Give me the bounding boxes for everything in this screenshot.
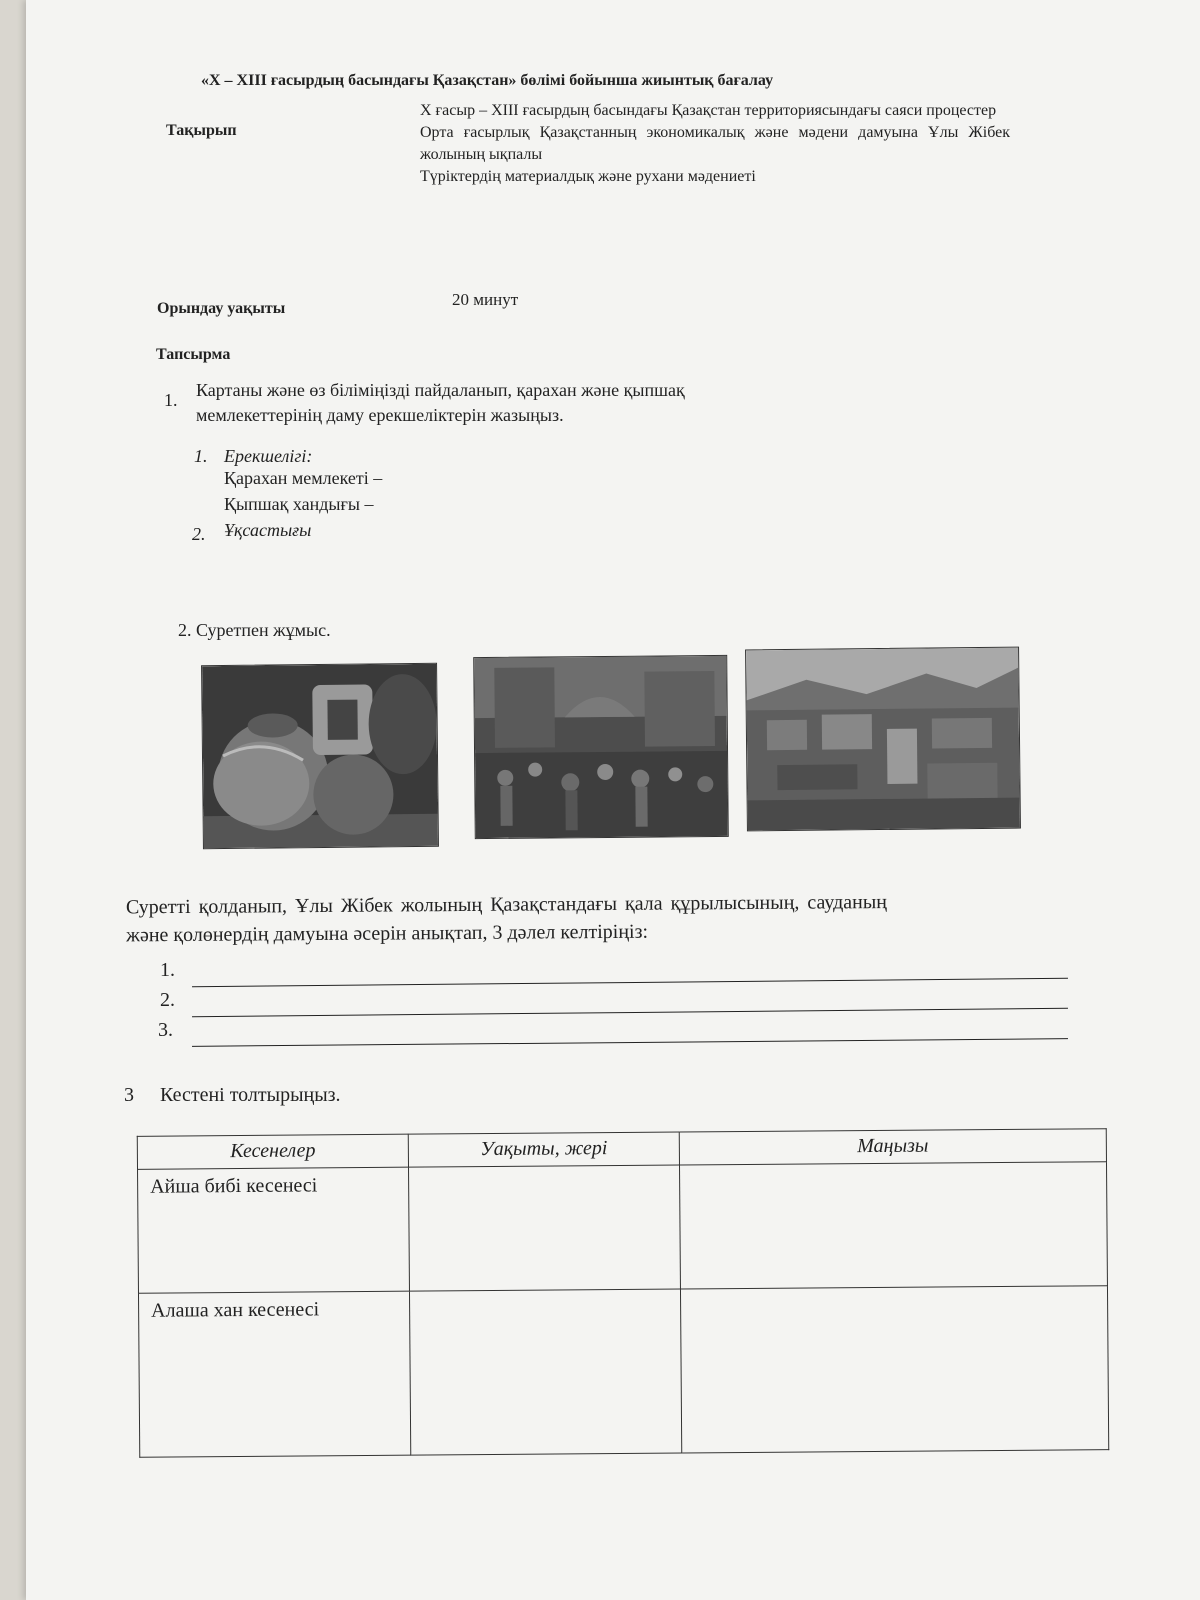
answer-line-2[interactable] (192, 1008, 1068, 1017)
worksheet-title: «X – XIII ғасырдың басындағы Қазақстан» бөлімі бойынша жиынтық бағалау (201, 72, 774, 89)
task1-sub1-label: Ерекшелігі: (224, 446, 313, 466)
task2-title: 2. Суретпен жұмыс. (178, 620, 331, 640)
task1-sub2-number: 2. (192, 524, 206, 544)
time-place-cell[interactable] (409, 1165, 681, 1291)
significance-cell[interactable] (679, 1162, 1107, 1289)
task1-sub2-label: Ұқсастығы (224, 520, 312, 540)
task1-text-line: мемлекеттерінің даму ерекшеліктерін жазыңыз. (196, 405, 564, 425)
task1-text (196, 378, 836, 428)
trade-crowd-photo (473, 655, 729, 839)
task3-number: 3 (124, 1084, 134, 1106)
answer-line-3[interactable] (192, 1038, 1068, 1047)
mausoleum-name-cell: Алаша хан кесенесі (138, 1291, 410, 1457)
table-row (138, 1286, 1108, 1458)
ancient-city-image (746, 648, 1020, 831)
topic-label: Тақырып (166, 122, 237, 139)
answer-number-1: 1. (160, 959, 175, 981)
task2-prompt (126, 887, 1086, 950)
mausoleum-name-cell: Айша бибі кесенесі (138, 1167, 410, 1293)
task1-text-line: Картаны және өз біліміңізді пайдаланып, қарахан және қыпшақ (196, 380, 685, 400)
mausoleum-table (137, 1128, 1109, 1458)
pottery-image (202, 664, 438, 848)
task1-karakhan-item: Қарахан мемлекеті – (224, 468, 383, 488)
trade-crowd-image (474, 656, 728, 838)
worksheet-page (26, 0, 1200, 1600)
column-header: Уақыты, жері (408, 1132, 679, 1167)
column-header: Маңызы (679, 1129, 1106, 1165)
time-place-cell[interactable] (409, 1289, 681, 1455)
pottery-photo (201, 663, 439, 849)
answer-number-2: 2. (160, 989, 175, 1011)
topic-item: X ғасыр – XIII ғасырдың басындағы Қазақстан территориясындағы саяси процестер (420, 102, 997, 119)
task3-title: Кестені толтырыңыз. (160, 1084, 341, 1106)
table-row (138, 1162, 1108, 1294)
topic-item: Орта ғасырлық Қазақстанның экономикалық және мәдени дамуына Ұлы Жібек жолының ықпалы (420, 124, 1010, 163)
task2-prompt-line: және қолөнердің дамуына әсерін анықтап, 3 дәлел келтіріңіз: (126, 920, 649, 947)
topic-item: Түріктердің материалдық және рухани мәдениеті (420, 168, 756, 185)
duration-label: Орындау уақыты (157, 300, 286, 317)
task1-kipchak-item: Қыпшақ хандығы – (224, 494, 374, 514)
topic-list (420, 100, 1010, 188)
task2-prompt-line: Суретті қолданып, Ұлы Жібек жолының Қазақстандағы қала құрылысының, сауданың (125, 891, 888, 919)
tasks-label: Тапсырма (156, 346, 231, 363)
task1-sub1-number: 1. (194, 446, 208, 466)
significance-cell[interactable] (680, 1286, 1108, 1453)
ancient-city-photo (745, 647, 1021, 832)
answer-number-3: 3. (158, 1019, 173, 1041)
duration-value: 20 минут (452, 290, 519, 309)
column-header: Кесенелер (137, 1134, 408, 1169)
task1-number: 1. (164, 390, 178, 410)
answer-line-1[interactable] (192, 978, 1068, 987)
